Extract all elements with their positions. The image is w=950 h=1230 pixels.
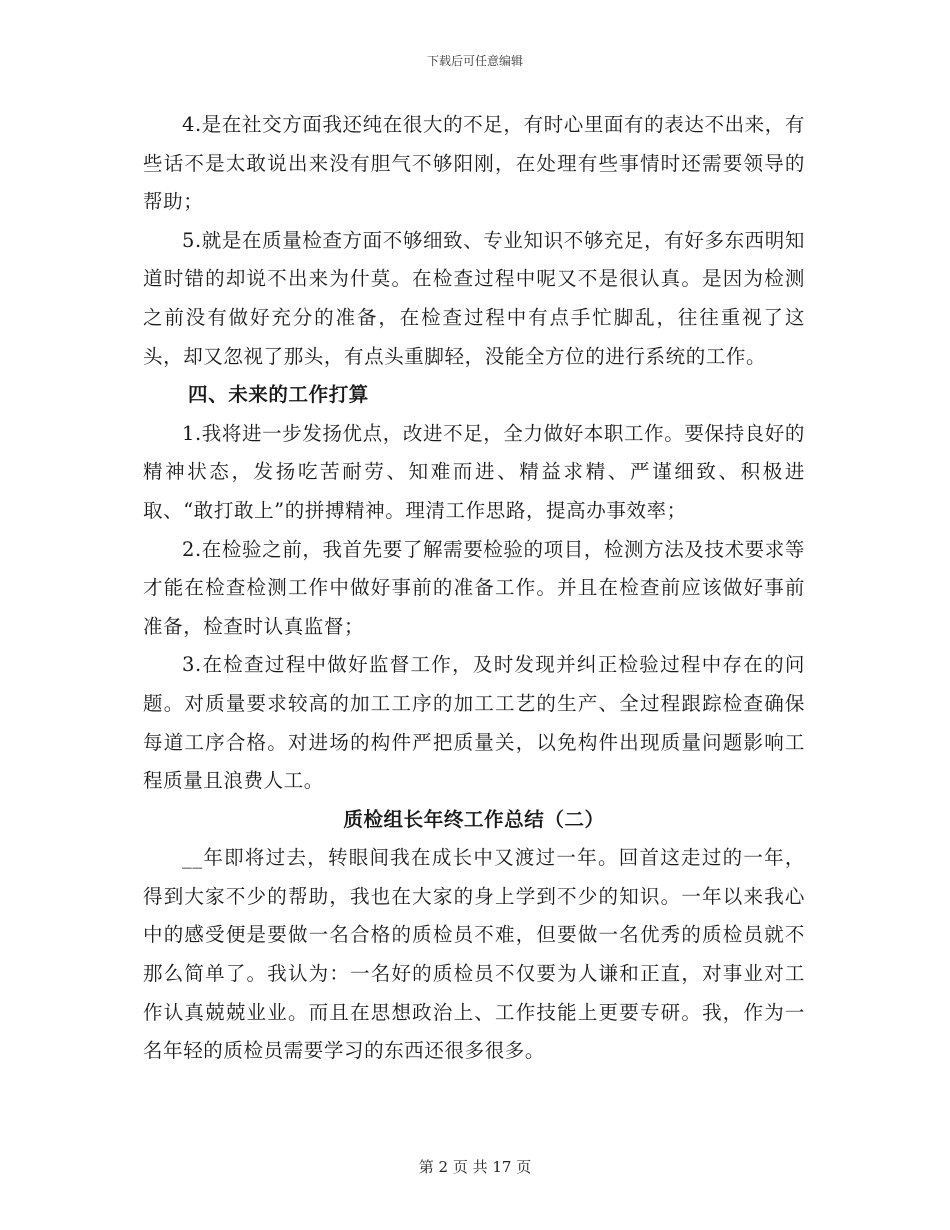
paragraph-point-5: 5.就是在质量检查方面不够细致、专业知识不够充足，有好多东西明知道时错的却说不出来为什莫。在检查过程中呢又不是很认真。是因为检测之前没有做好充分的准备，在检查过程中有点手忙脚乱，往往重视了这头，却又忽视了那头，有点头重脚轻，没能全方位的进行系统的工作。	[143, 228, 805, 368]
paragraph-plan-1: 1.我将进一步发扬优点，改进不足，全力做好本职工作。要保持良好的精神状态，发扬吃苦耐劳、知难而进、精益求精、严谨细致、积极进取、“敢打敢上”的拼搏精神。理清工作思路，提高办事效率；	[143, 421, 805, 522]
section-heading-future-plans: 四、未来的工作打算	[188, 383, 369, 407]
page-header: 下载后可任意编辑	[426, 54, 523, 68]
document-title-part-2: 质检组长年终工作总结（二）	[343, 807, 605, 831]
paragraph-point-4: 4.是在社交方面我还纯在很大的不足，有时心里面有的表达不出来，有些话不是太敢说出来没有胆气不够阳刚，在处理有些事情时还需要领导的帮助；	[143, 113, 805, 214]
document-body	[143, 106, 805, 1071]
paragraph-plan-2: 2.在检验之前，我首先要了解需要检验的项目，检测方法及技术要求等才能在检查检测工作中做好事前的准备工作。并且在检查前应该做好事前准备，检查时认真监督；	[143, 537, 805, 638]
paragraph-intro-part-2: __年即将过去，转眼间我在成长中又渡过一年。回首这走过的一年，得到大家不少的帮助，我也在大家的身上学到不少的知识。一年以来我心中的感受便是要做一名合格的质检员不难，但要做一名优秀的质检员就不那么简单了。我认为：一名好的质检员不仅要为人谦和正直，对事业对工作认真兢兢业业。而且在思想政治上、工作技能上更要专研。我，作为一名年轻的质检员需要学习的东西还很多很多。	[143, 846, 805, 1063]
paragraph-plan-3: 3.在检查过程中做好监督工作，及时发现并纠正检验过程中存在的问题。对质量要求较高的加工工序的加工工艺的生产、全过程跟踪检查确保每道工序合格。对进场的构件严把质量关，以免构件出现质量问题影响工程质量且浪费人工。	[143, 653, 805, 793]
page-number: 第 2 页 共 17 页	[418, 1158, 532, 1176]
